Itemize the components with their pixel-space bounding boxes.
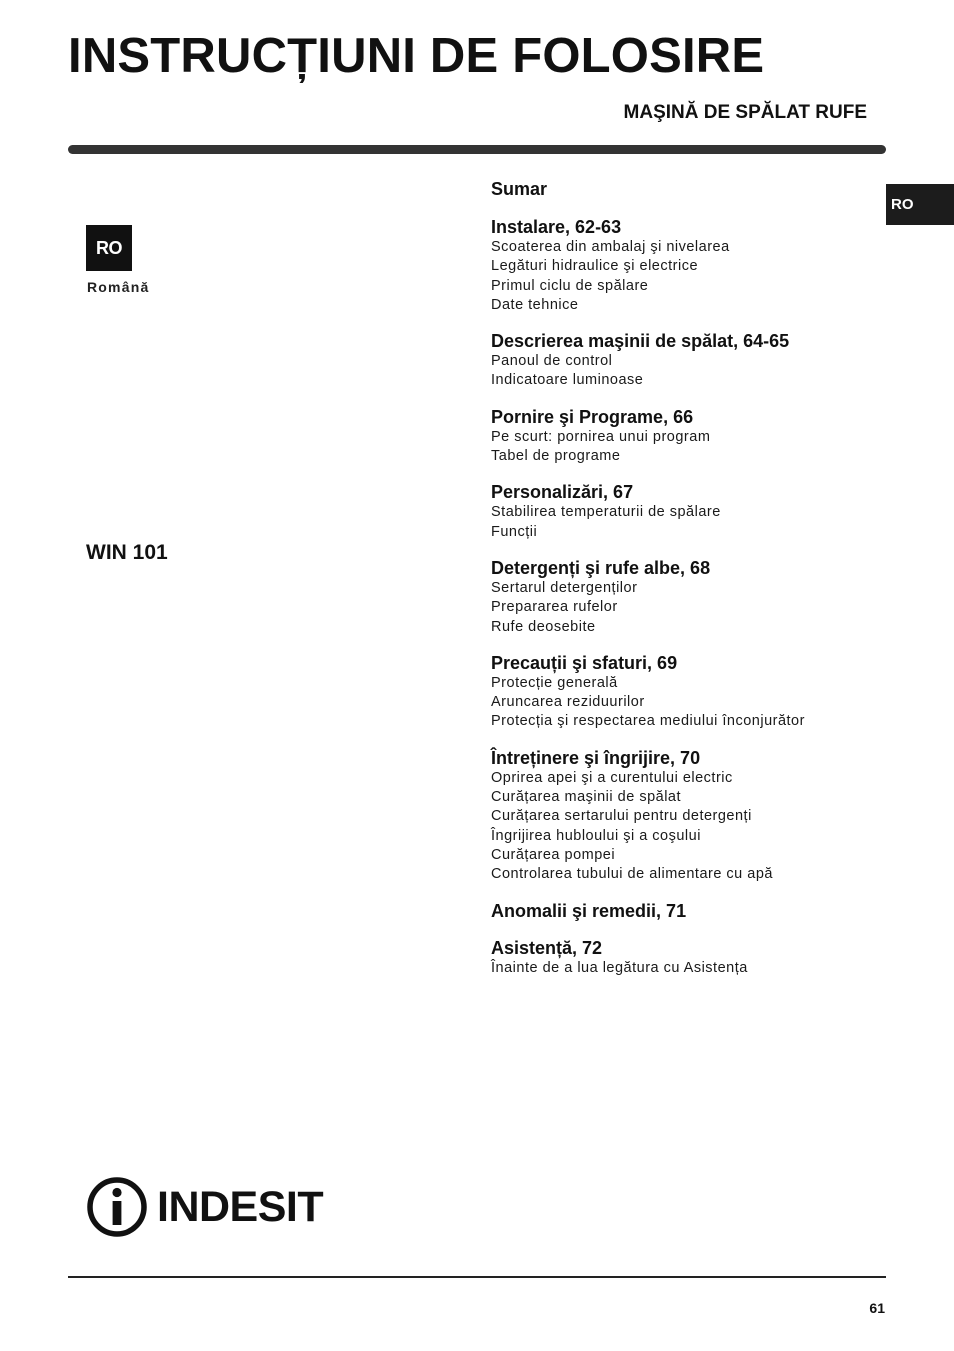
toc-section-title: Anomalii şi remedii, 71 <box>491 900 687 921</box>
bottom-divider <box>68 1276 886 1278</box>
toc-section-item: Oprirea apei şi a curentului electric <box>491 769 733 786</box>
toc-section-item: Stabilirea temperaturii de spălare <box>491 504 721 521</box>
toc-section-title: Instalare, 62-63 <box>491 217 622 237</box>
top-divider <box>68 145 886 154</box>
brand-logo-text: INDESIT <box>157 1182 324 1231</box>
toc-section-item: Tabel de programe <box>491 448 621 465</box>
toc-section-item: Pe scurt: pornirea unui program <box>491 428 711 445</box>
table-of-contents <box>491 178 881 993</box>
toc-section-item: Curățarea maşinii de spălat <box>491 789 682 806</box>
toc-section-item: Primul ciclu de spălare <box>491 277 649 294</box>
toc-section <box>491 216 881 315</box>
toc-heading: Sumar <box>491 179 548 199</box>
toc-section-title: Întreținere şi îngrijire, 70 <box>491 747 701 768</box>
toc-section-title: Asistență, 72 <box>491 937 603 958</box>
toc-section-item: Înainte de a lua legătura cu Asistența <box>491 959 748 976</box>
toc-section-title: Descrierea maşinii de spălat, 64-65 <box>491 331 790 352</box>
toc-section-title: Personalizări, 67 <box>491 482 634 503</box>
toc-section-item: Curățarea sertarului pentru detergenți <box>491 808 752 825</box>
toc-section-item: Curățarea pompei <box>491 846 616 863</box>
toc-section-item: Controlarea tubului de alimentare cu apă <box>491 866 773 883</box>
toc-section <box>491 406 881 467</box>
brand-logo <box>87 1177 323 1237</box>
toc-section-item: Protecție generală <box>491 674 618 691</box>
toc-section-item: Aruncarea reziduurilor <box>491 694 645 711</box>
language-badge: RO <box>86 225 132 271</box>
language-side-tab: RO <box>886 184 954 225</box>
toc-section <box>491 557 881 637</box>
toc-section <box>491 937 881 978</box>
indesit-logo-icon <box>87 1177 147 1237</box>
toc-section-item: Scoaterea din ambalaj şi nivelarea <box>491 239 730 255</box>
toc-section-item: Sertarul detergenților <box>491 579 638 596</box>
toc-section-item: Îngrijirea hubloului şi a coşului <box>491 827 701 844</box>
toc-section <box>491 747 881 885</box>
toc-section-title: Pornire şi Programe, 66 <box>491 406 694 427</box>
toc-section <box>491 481 881 542</box>
toc-section-item: Date tehnice <box>491 296 579 313</box>
toc-section <box>491 330 881 391</box>
toc-section-title: Detergenți şi rufe albe, 68 <box>491 557 711 578</box>
toc-section <box>491 652 881 732</box>
toc-section-item: Protecția şi respectarea mediului înconjurător <box>491 713 805 730</box>
toc-section-item: Indicatoare luminoase <box>491 372 644 389</box>
toc-section <box>491 900 881 922</box>
model-name: WIN 101 <box>86 541 168 564</box>
page-number: 61 <box>869 1300 885 1316</box>
page-title: INSTRUCȚIUNI DE FOLOSIRE <box>68 29 765 83</box>
toc-section-item: Rufe deosebite <box>491 618 596 635</box>
toc-sections <box>491 216 881 978</box>
page-subtitle: MAŞINĂ DE SPĂLAT RUFE <box>623 102 867 123</box>
toc-section-item: Panoul de control <box>491 353 613 370</box>
language-name: Română <box>87 279 150 295</box>
toc-section-item: Prepararea rufelor <box>491 599 618 616</box>
toc-section-title: Precauții şi sfaturi, 69 <box>491 652 678 673</box>
toc-section-item: Legături hidraulice şi electrice <box>491 258 699 275</box>
toc-section-item: Funcții <box>491 523 538 540</box>
